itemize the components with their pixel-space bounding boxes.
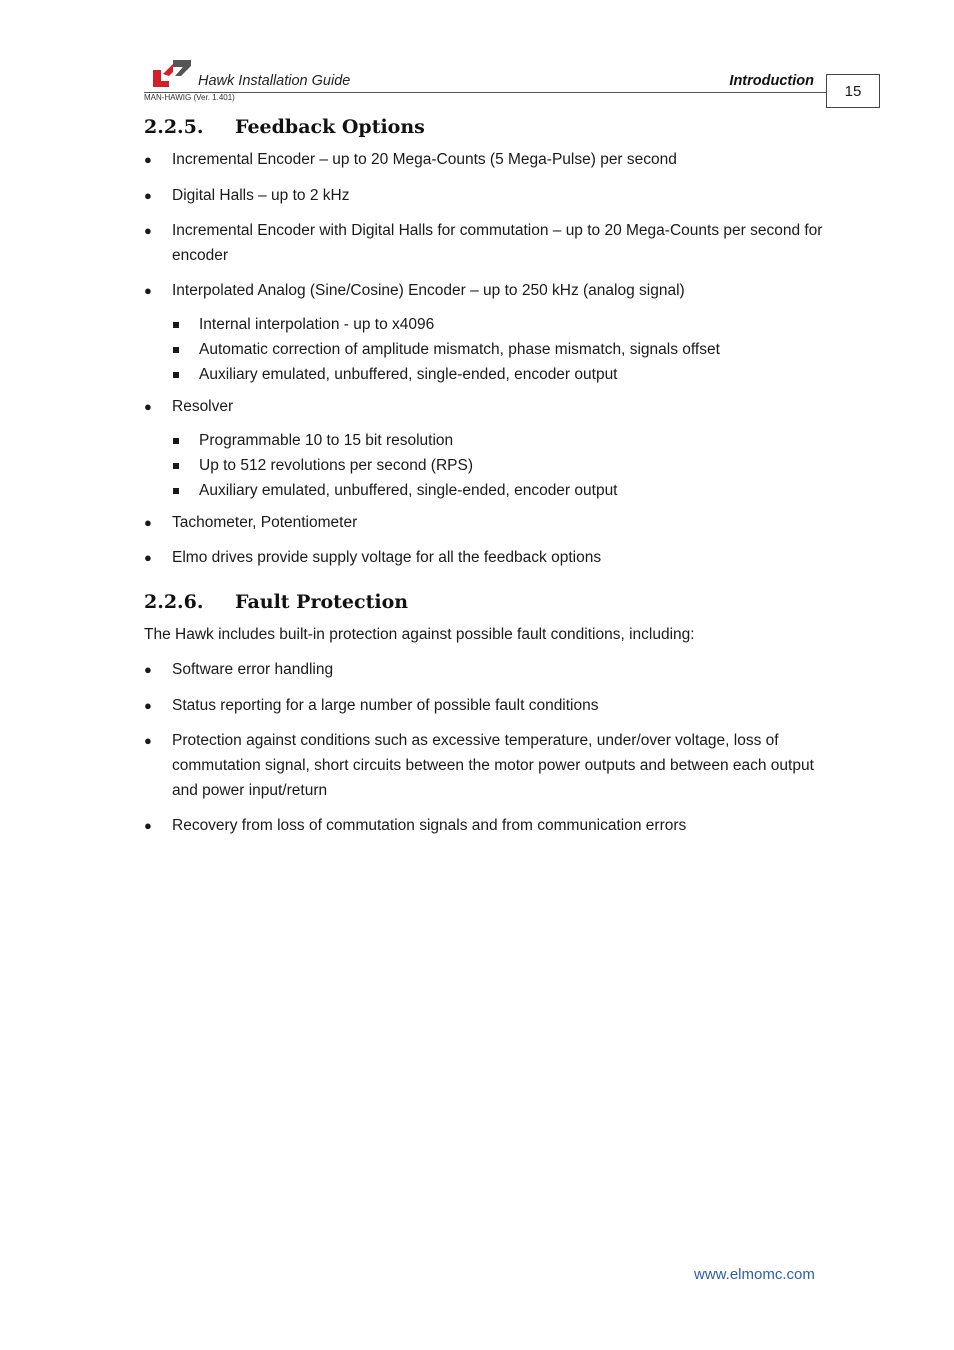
- sub-list-item: Programmable 10 to 15 bit resolution: [172, 428, 812, 453]
- square-bullet-icon: [173, 322, 179, 328]
- list-item: ● Protection against conditions such as excessive temperature, under/over voltage, loss of commutation signal, short circuits between the motor power outputs and between each output and power input/return: [144, 728, 824, 803]
- header-rule: [144, 92, 826, 93]
- bullet-icon: ●: [144, 515, 152, 530]
- sub-list-item: Auxiliary emulated, unbuffered, single-ended, encoder output: [172, 478, 812, 503]
- intro-paragraph: The Hawk includes built-in protection against possible fault conditions, including:: [144, 626, 695, 643]
- list-item: ● Elmo drives provide supply voltage for all the feedback options: [144, 545, 824, 570]
- list-item: ● Software error handling: [144, 657, 824, 682]
- list-item: ● Incremental Encoder – up to 20 Mega-Counts (5 Mega-Pulse) per second: [144, 147, 824, 172]
- sub-list-item: Automatic correction of amplitude mismatch, phase mismatch, signals offset: [172, 337, 812, 362]
- section-heading-fault: [144, 591, 408, 613]
- square-bullet-icon: [173, 347, 179, 353]
- sub-list-item: Internal interpolation - up to x4096: [172, 312, 812, 337]
- section-number: 2.2.6.: [144, 591, 204, 613]
- square-bullet-icon: [173, 463, 179, 469]
- bullet-icon: ●: [144, 733, 152, 748]
- bullet-icon: ●: [144, 188, 152, 203]
- section-heading-feedback: [144, 116, 425, 138]
- list-item: ● Resolver: [144, 394, 824, 419]
- document-title: Hawk Installation Guide: [198, 73, 351, 89]
- square-bullet-icon: [173, 372, 179, 378]
- list-item: ● Tachometer, Potentiometer: [144, 510, 824, 535]
- page-header: [144, 56, 882, 112]
- bullet-icon: ●: [144, 818, 152, 833]
- version-label: MAN-HAWIG (Ver. 1.401): [144, 93, 235, 102]
- square-bullet-icon: [173, 488, 179, 494]
- chapter-label: Introduction: [729, 73, 814, 89]
- list-item: ● Digital Halls – up to 2 kHz: [144, 183, 824, 208]
- elmo-logo-icon: [149, 58, 191, 88]
- bullet-icon: ●: [144, 698, 152, 713]
- bullet-icon: ●: [144, 550, 152, 565]
- list-item: ● Incremental Encoder with Digital Halls for commutation – up to 20 Mega-Counts per second for encoder: [144, 218, 824, 268]
- bullet-icon: ●: [144, 662, 152, 677]
- section-title: Feedback Options: [235, 116, 425, 138]
- sub-list-item: Auxiliary emulated, unbuffered, single-ended, encoder output: [172, 362, 812, 387]
- sub-list-item: Up to 512 revolutions per second (RPS): [172, 453, 812, 478]
- list-item: ● Status reporting for a large number of possible fault conditions: [144, 693, 824, 718]
- section-number: 2.2.5.: [144, 116, 204, 138]
- bullet-icon: ●: [144, 399, 152, 414]
- section-title: Fault Protection: [235, 591, 409, 613]
- list-item: ● Interpolated Analog (Sine/Cosine) Encoder – up to 250 kHz (analog signal): [144, 278, 824, 303]
- square-bullet-icon: [173, 438, 179, 444]
- list-item: ● Recovery from loss of commutation signals and from communication errors: [144, 813, 824, 838]
- bullet-icon: ●: [144, 223, 152, 238]
- footer-website-link[interactable]: www.elmomc.com: [694, 1266, 815, 1283]
- bullet-icon: ●: [144, 283, 152, 298]
- page-number: 15: [826, 74, 880, 108]
- bullet-icon: ●: [144, 152, 152, 167]
